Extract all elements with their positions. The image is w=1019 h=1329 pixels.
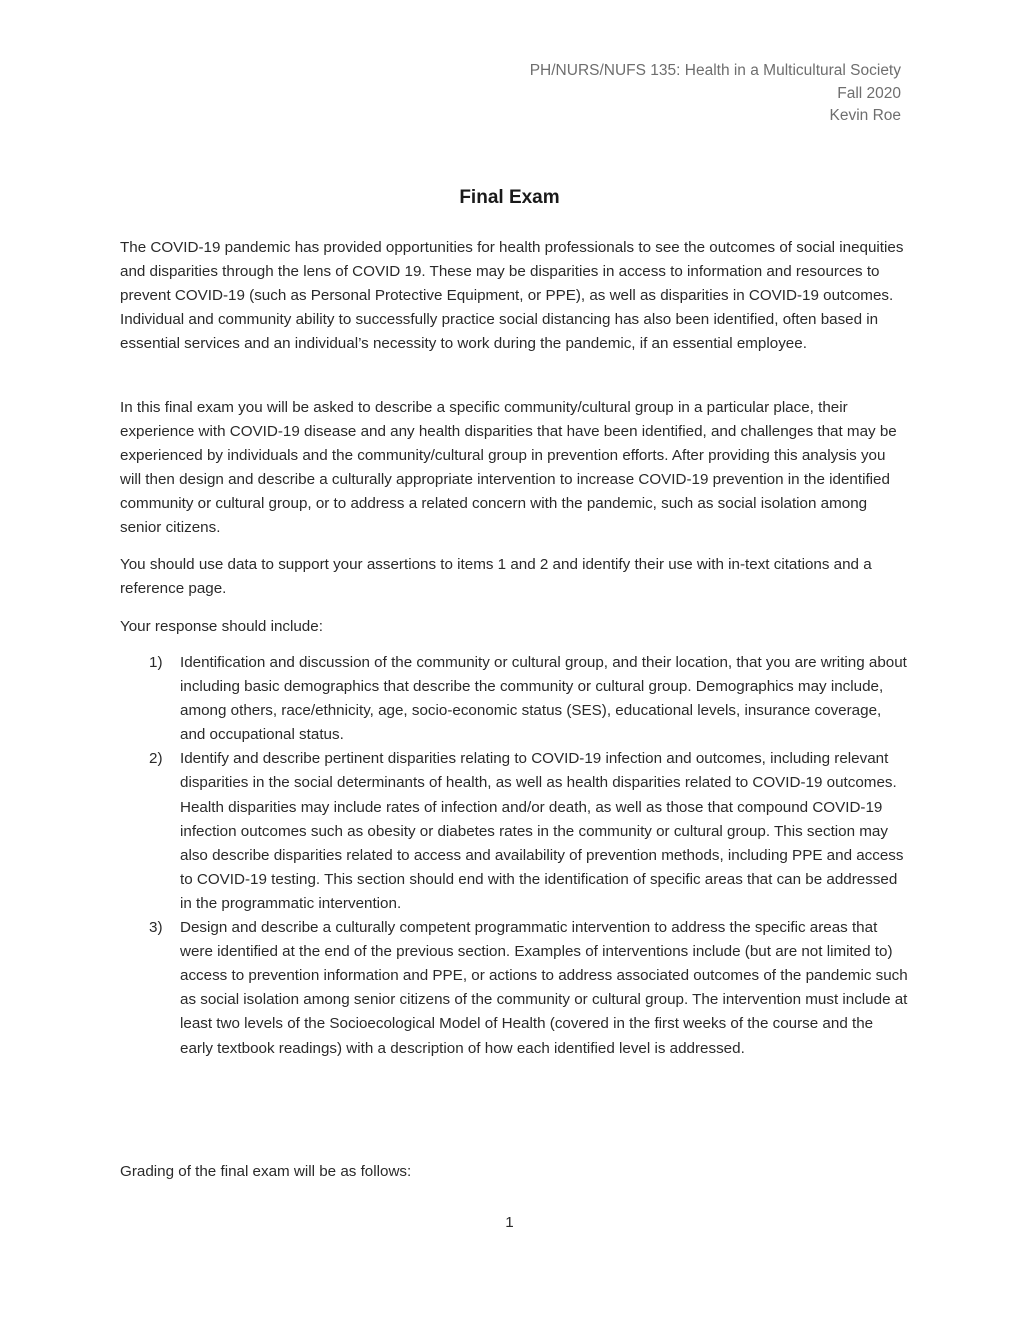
list-item [120, 916, 910, 1061]
instructor-name: Kevin Roe [829, 107, 901, 124]
grading-intro: Grading of the final exam will be as follows: [120, 1163, 412, 1180]
list-number: 2) [149, 750, 163, 768]
list-item-text: Identification and discussion of the community or cultural group, and their location, that you are writing about including basic demographics that describe the community or cultural group. Demographics may include, among others, race/ethnicity, age, socio-economic status (SES), educational levels, insurance coverage, and occupational status. [180, 654, 907, 744]
course-title: PH/NURS/NUFS 135: Health in a Multicultural Society [529, 62, 901, 79]
response-intro: Your response should include: [120, 618, 323, 635]
list-item-text: Identify and describe pertinent disparities relating to COVID-19 infection and outcomes, including relevant disparities in the social determinants of health, as well as health disparities related to COVID-19 outcomes. Health disparities may include rates of infection and/or death, as well as those that compound COVID-19 infection outcomes such as obesity or diabetes rates in the community or cultural group. This section may also describe disparities related to access and availability of prevention methods, including PPE and access to COVID-19 testing. This section should end with the identification of specific areas that can be addressed in the programmatic intervention. [180, 750, 904, 912]
list-item [120, 651, 910, 747]
list-item [120, 747, 910, 916]
instructions-paragraph: In this final exam you will be asked to describe a specific community/cultural group in a particular place, their experience with COVID-19 disease and any health disparities that have been identified, and challenges that may be experienced by individuals and the community/cultural group in prevention efforts. After providing this analysis you will then design and describe a culturally appropriate intervention to increase COVID-19 prevention in the identified community or cultural group, or to address a related concern with the pandemic, such as social isolation among senior citizens. [120, 399, 897, 537]
document-title: Final Exam [459, 187, 560, 208]
list-item-text: Design and describe a culturally competent programmatic intervention to address the specific areas that were identified at the end of the previous section. Examples of interventions include (but are not limited to) access to prevention information and PPE, or actions to address associated outcomes of the pandemic such as social isolation among senior citizens of the community or cultural group. The intervention must include at least two levels of the Socioecological Model of Health (covered in the first weeks of the course and the early textbook readings) with a description of how each identified level is addressed. [180, 919, 908, 1057]
list-number: 1) [149, 654, 163, 671]
page-number: 1 [505, 1214, 514, 1231]
page-header [530, 60, 901, 128]
data-paragraph: You should use data to support your assertions to items 1 and 2 and identify their use with in-text citations and a reference page. [120, 556, 872, 598]
intro-paragraph: The COVID-19 pandemic has provided opportunities for health professionals to see the outcomes of social inequities and disparities through the lens of COVID 19. These may be disparities in access to information and resources to prevent COVID-19 (such as Personal Protective Equipment, or PPE), as well as disparities in COVID-19 outcomes. Individual and community ability to successfully practice social distancing has also been identified, often based in essential services and an individual’s necessity to work during the pandemic, if an essential employee. [120, 239, 904, 353]
list-number: 3) [149, 919, 163, 937]
term: Fall 2020 [837, 84, 901, 102]
requirements-list [120, 651, 910, 1061]
